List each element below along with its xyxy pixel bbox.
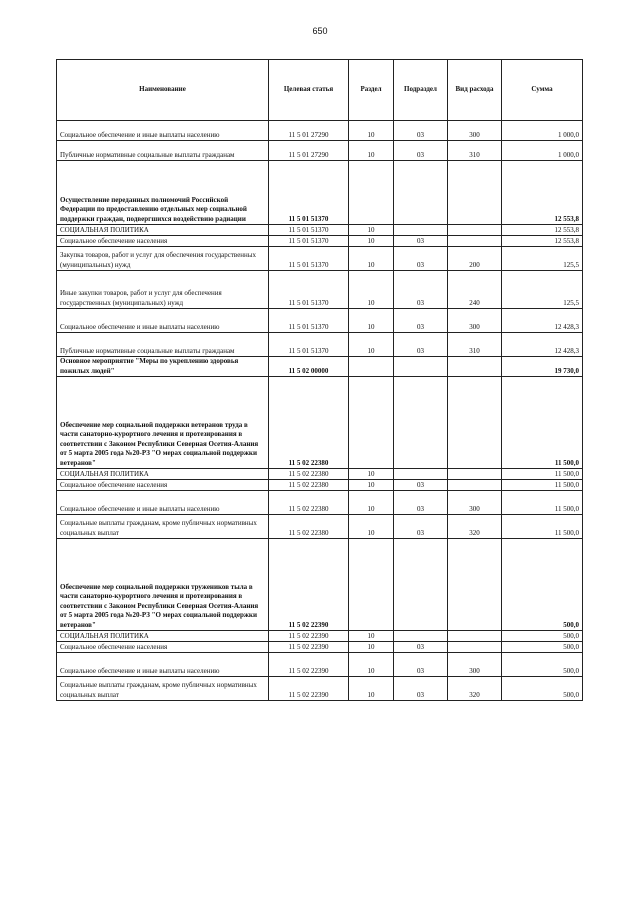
cell-code: 11 5 01 27290 bbox=[269, 121, 349, 141]
cell-code: 11 5 01 51370 bbox=[269, 247, 349, 271]
column-header-type: Вид расхода bbox=[448, 60, 502, 121]
cell-name: Закупка товаров, работ и услуг для обеспечения государственных (муниципальных) нужд bbox=[57, 247, 269, 271]
cell-subsection: 03 bbox=[394, 309, 448, 333]
table-row bbox=[57, 377, 583, 469]
cell-name: СОЦИАЛЬНАЯ ПОЛИТИКА bbox=[57, 631, 269, 642]
cell-sum: 500,0 bbox=[502, 631, 583, 642]
cell-sum: 1 000,0 bbox=[502, 121, 583, 141]
table-row bbox=[57, 631, 583, 642]
cell-code: 11 5 01 27290 bbox=[269, 141, 349, 161]
table-row bbox=[57, 121, 583, 141]
cell-type: 300 bbox=[448, 309, 502, 333]
cell-type bbox=[448, 161, 502, 225]
column-header-sum: Сумма bbox=[502, 60, 583, 121]
cell-subsection bbox=[394, 377, 448, 469]
table-row bbox=[57, 491, 583, 515]
cell-subsection: 03 bbox=[394, 121, 448, 141]
cell-section: 10 bbox=[349, 677, 394, 701]
table-body bbox=[57, 121, 583, 701]
cell-subsection bbox=[394, 539, 448, 631]
table-header-row bbox=[57, 60, 583, 121]
cell-code: 11 5 02 22390 bbox=[269, 653, 349, 677]
cell-name: Осуществление переданных полномочий Российской Федерации по предоставлению отдельных мер социальной поддержки граждан, подвергшихся воздействию радиации bbox=[57, 161, 269, 225]
cell-subsection bbox=[394, 357, 448, 377]
cell-sum: 12 553,8 bbox=[502, 225, 583, 236]
table-row bbox=[57, 677, 583, 701]
table-row bbox=[57, 515, 583, 539]
cell-section: 10 bbox=[349, 141, 394, 161]
cell-name: СОЦИАЛЬНАЯ ПОЛИТИКА bbox=[57, 225, 269, 236]
cell-name: Обеспечение мер социальной поддержки тружеников тыла в части санаторно-курортного лечения и протезирования в соответствии с Законом Республики Северная Осетия-Алания от 5 марта 2005 года №20-РЗ "О мерах социальной поддержки ветеранов" bbox=[57, 539, 269, 631]
cell-sum: 500,0 bbox=[502, 653, 583, 677]
cell-code: 11 5 02 00000 bbox=[269, 357, 349, 377]
cell-code: 11 5 02 22390 bbox=[269, 677, 349, 701]
cell-name: Социальное обеспечение и иные выплаты населению bbox=[57, 121, 269, 141]
cell-name: Публичные нормативные социальные выплаты гражданам bbox=[57, 141, 269, 161]
cell-sum: 1 000,0 bbox=[502, 141, 583, 161]
cell-code: 11 5 01 51370 bbox=[269, 271, 349, 309]
cell-code: 11 5 02 22380 bbox=[269, 480, 349, 491]
cell-sum: 11 500,0 bbox=[502, 377, 583, 469]
cell-section: 10 bbox=[349, 642, 394, 653]
cell-code: 11 5 01 51370 bbox=[269, 161, 349, 225]
cell-name: Социальное обеспечение населения bbox=[57, 236, 269, 247]
cell-name: Социальное обеспечение и иные выплаты населению bbox=[57, 491, 269, 515]
cell-name: Социальные выплаты гражданам, кроме публичных нормативных социальных выплат bbox=[57, 677, 269, 701]
cell-subsection: 03 bbox=[394, 236, 448, 247]
cell-sum: 11 500,0 bbox=[502, 491, 583, 515]
cell-sum: 19 730,0 bbox=[502, 357, 583, 377]
cell-code: 11 5 02 22380 bbox=[269, 377, 349, 469]
table-row bbox=[57, 309, 583, 333]
cell-section: 10 bbox=[349, 333, 394, 357]
cell-subsection: 03 bbox=[394, 677, 448, 701]
cell-name: Социальные выплаты гражданам, кроме публичных нормативных социальных выплат bbox=[57, 515, 269, 539]
cell-sum: 125,5 bbox=[502, 271, 583, 309]
cell-type: 240 bbox=[448, 271, 502, 309]
cell-sum: 12 553,8 bbox=[502, 236, 583, 247]
column-header-section: Раздел bbox=[349, 60, 394, 121]
cell-subsection: 03 bbox=[394, 247, 448, 271]
table-row bbox=[57, 247, 583, 271]
cell-subsection: 03 bbox=[394, 642, 448, 653]
cell-subsection bbox=[394, 161, 448, 225]
cell-type bbox=[448, 642, 502, 653]
cell-type bbox=[448, 631, 502, 642]
cell-type: 310 bbox=[448, 141, 502, 161]
cell-name: Социальное обеспечение населения bbox=[57, 642, 269, 653]
cell-section: 10 bbox=[349, 653, 394, 677]
budget-table bbox=[56, 59, 583, 701]
cell-type bbox=[448, 480, 502, 491]
cell-subsection: 03 bbox=[394, 271, 448, 309]
cell-code: 11 5 02 22380 bbox=[269, 491, 349, 515]
column-header-code: Целевая статья bbox=[269, 60, 349, 121]
cell-type bbox=[448, 236, 502, 247]
cell-code: 11 5 01 51370 bbox=[269, 236, 349, 247]
cell-sum: 12 428,3 bbox=[502, 309, 583, 333]
cell-subsection: 03 bbox=[394, 333, 448, 357]
cell-name: Основное мероприятие "Меры по укреплению здоровья пожилых людей" bbox=[57, 357, 269, 377]
column-header-subsection: Подраздел bbox=[394, 60, 448, 121]
cell-code: 11 5 01 51370 bbox=[269, 225, 349, 236]
cell-type: 320 bbox=[448, 677, 502, 701]
cell-subsection: 03 bbox=[394, 491, 448, 515]
cell-section bbox=[349, 161, 394, 225]
cell-sum: 12 428,3 bbox=[502, 333, 583, 357]
cell-code: 11 5 01 51370 bbox=[269, 309, 349, 333]
cell-type: 320 bbox=[448, 515, 502, 539]
cell-subsection: 03 bbox=[394, 480, 448, 491]
cell-section bbox=[349, 357, 394, 377]
cell-subsection: 03 bbox=[394, 515, 448, 539]
cell-code: 11 5 02 22380 bbox=[269, 515, 349, 539]
cell-type: 200 bbox=[448, 247, 502, 271]
cell-subsection bbox=[394, 469, 448, 480]
cell-type bbox=[448, 539, 502, 631]
table-row bbox=[57, 653, 583, 677]
cell-type: 300 bbox=[448, 491, 502, 515]
cell-sum: 125,5 bbox=[502, 247, 583, 271]
cell-section: 10 bbox=[349, 309, 394, 333]
cell-subsection bbox=[394, 225, 448, 236]
cell-subsection bbox=[394, 631, 448, 642]
page-number: 650 bbox=[312, 26, 328, 36]
cell-code: 11 5 02 22390 bbox=[269, 642, 349, 653]
cell-section: 10 bbox=[349, 225, 394, 236]
cell-name: Обеспечение мер социальной поддержки ветеранов труда в части санаторно-курортного лечения и протезирования в соответствии с Законом Республики Северная Осетия-Алания от 5 марта 2005 года №20-РЗ "О мерах социальной поддержки ветеранов" bbox=[57, 377, 269, 469]
cell-section bbox=[349, 377, 394, 469]
cell-type bbox=[448, 469, 502, 480]
column-header-name: Наименование bbox=[57, 60, 269, 121]
cell-type: 300 bbox=[448, 121, 502, 141]
cell-sum: 500,0 bbox=[502, 539, 583, 631]
cell-subsection: 03 bbox=[394, 141, 448, 161]
table-row bbox=[57, 141, 583, 161]
cell-sum: 500,0 bbox=[502, 677, 583, 701]
cell-section: 10 bbox=[349, 271, 394, 309]
cell-sum: 11 500,0 bbox=[502, 480, 583, 491]
table-row bbox=[57, 357, 583, 377]
table-row bbox=[57, 271, 583, 309]
table-row bbox=[57, 480, 583, 491]
cell-name: Иные закупки товаров, работ и услуг для обеспечения государственных (муниципальных) нужд bbox=[57, 271, 269, 309]
cell-name: Социальное обеспечение и иные выплаты населению bbox=[57, 309, 269, 333]
cell-type bbox=[448, 357, 502, 377]
table-row bbox=[57, 236, 583, 247]
cell-code: 11 5 02 22390 bbox=[269, 631, 349, 642]
table-row bbox=[57, 469, 583, 480]
cell-name: СОЦИАЛЬНАЯ ПОЛИТИКА bbox=[57, 469, 269, 480]
cell-type bbox=[448, 225, 502, 236]
cell-type bbox=[448, 377, 502, 469]
cell-section: 10 bbox=[349, 491, 394, 515]
cell-section: 10 bbox=[349, 469, 394, 480]
cell-section: 10 bbox=[349, 247, 394, 271]
table-row bbox=[57, 539, 583, 631]
cell-section: 10 bbox=[349, 515, 394, 539]
cell-section bbox=[349, 539, 394, 631]
cell-sum: 500,0 bbox=[502, 642, 583, 653]
cell-section: 10 bbox=[349, 236, 394, 247]
cell-type: 300 bbox=[448, 653, 502, 677]
table-row bbox=[57, 225, 583, 236]
cell-name: Публичные нормативные социальные выплаты гражданам bbox=[57, 333, 269, 357]
cell-code: 11 5 02 22390 bbox=[269, 539, 349, 631]
cell-code: 11 5 02 22380 bbox=[269, 469, 349, 480]
cell-code: 11 5 01 51370 bbox=[269, 333, 349, 357]
cell-section: 10 bbox=[349, 631, 394, 642]
cell-sum: 12 553,8 bbox=[502, 161, 583, 225]
cell-section: 10 bbox=[349, 480, 394, 491]
table-row bbox=[57, 333, 583, 357]
cell-sum: 11 500,0 bbox=[502, 469, 583, 480]
cell-subsection: 03 bbox=[394, 653, 448, 677]
cell-type: 310 bbox=[448, 333, 502, 357]
cell-sum: 11 500,0 bbox=[502, 515, 583, 539]
cell-name: Социальное обеспечение населения bbox=[57, 480, 269, 491]
cell-section: 10 bbox=[349, 121, 394, 141]
cell-name: Социальное обеспечение и иные выплаты населению bbox=[57, 653, 269, 677]
table-row bbox=[57, 642, 583, 653]
table-row bbox=[57, 161, 583, 225]
